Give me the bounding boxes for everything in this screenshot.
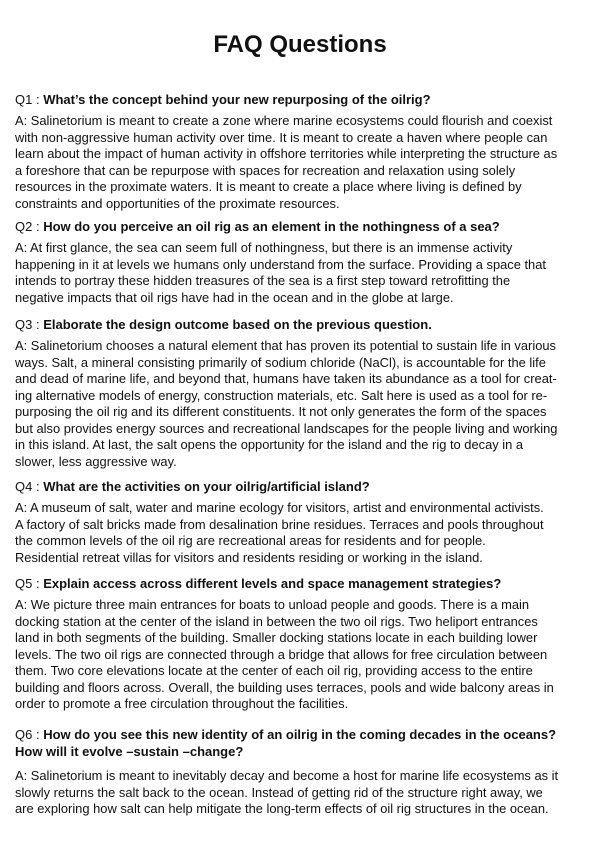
answer-5 (15, 597, 587, 713)
answer-line: A: Salinetorium is meant to create a zone where marine ecosystems could flourish and coexist (15, 113, 553, 128)
answer-3 (15, 338, 587, 470)
answer-line: them. Two core elevations locate at the center of each oil rig, providing access to the entire (15, 663, 533, 678)
answer-line: learn about the impact of human activity in offshore territories while interpreting the structure as (15, 146, 558, 161)
answer-line: levels. The two oil rigs are connected through a bridge that allows for free circulation between (15, 646, 548, 662)
question-text: What are the activities on your oilrig/artificial island? (43, 479, 370, 494)
question-text-continued: How will it evolve –sustain –change? (15, 744, 244, 759)
question-number: Q3 : (15, 317, 44, 332)
answer-4 (15, 500, 587, 566)
question-text: How do you perceive an oil rig as an element in the nothingness of a sea? (43, 219, 500, 234)
answer-line: order to promote a free circulation throughout the facilities. (15, 696, 349, 711)
answer-line: building and floors across. Overall, the building uses terraces, pools and wide balcony areas in (15, 679, 554, 695)
question-4 (15, 478, 587, 495)
question-text: What’s the concept behind your new repurposing of the oilrig? (43, 92, 431, 107)
answer-line: constraints and opportunities of the proximate resources. (15, 195, 340, 211)
answer-line: resources in the proximate waters. It is meant to create a place where living is defined by (15, 179, 522, 194)
answer-1 (15, 113, 587, 212)
answer-line: intends to portray these hidden treasures of the sea is a first step toward retrofitting the (15, 273, 511, 288)
question-text: Explain access across different levels and space management strategies? (43, 576, 502, 591)
answer-line: a foreshore that can be repurpose with spaces for recreation and relaxation using solely (15, 162, 516, 178)
question-6 (15, 726, 587, 760)
question-number: Q4 : (15, 479, 44, 494)
answer-line: purposing the oil rig and its different constituents. It not only generates the form of the spaces (15, 404, 547, 419)
question-5 (15, 575, 587, 592)
answer-line: A: Salinetorium chooses a natural element that has proven its potential to sustain life in various (15, 338, 556, 353)
answer-line: A: Salinetorium is meant to inevitably decay and become a host for marine life ecosystems as it (15, 768, 559, 783)
answer-line: the common levels of the oil rig are recreational areas for residents and for people. (15, 533, 486, 548)
answer-line: slowly returns the salt back to the ocean. Instead of getting rid of the structure right away, we (15, 784, 543, 800)
answer-line: and dead of marine life, and beyond that, humans have taken its abundance as a tool for creat- (15, 371, 557, 386)
answer-2 (15, 240, 587, 306)
answer-line: slower, less aggressive way. (15, 453, 177, 469)
answer-line: but also provides energy sources and recreational landscapes for the people living and working (15, 420, 558, 436)
answer-line: docking station at the center of the island in between the two oil rigs. Two heliport entrances (15, 613, 538, 629)
answer-line: in this island. At last, the salt opens the opportunity for the island and the rig to decay in a (15, 437, 524, 452)
answer-line: ways. Salt, a mineral consisting primarily of sodium chloride (NaCl), is accountable for the life (15, 354, 546, 370)
question-number: Q6 : (15, 727, 44, 742)
question-1 (15, 91, 587, 108)
answer-line: negative impacts that oil rigs have had in the ocean and in the globe at large. (15, 289, 454, 305)
answer-line: are exploring how salt can help mitigate the long-term effects of oil rig structures in the ocean. (15, 801, 549, 816)
question-3 (15, 316, 587, 333)
answer-line: A: We picture three main entrances for boats to unload people and goods. There is a main (15, 597, 530, 612)
question-text: Elaborate the design outcome based on the previous question. (43, 317, 432, 332)
question-text: How do you see this new identity of an oilrig in the coming decades in the oceans? (43, 727, 557, 742)
answer-line: A factory of salt bricks made from desalination brine residues. Terraces and pools throughout (15, 516, 544, 532)
page-title: FAQ Questions (213, 31, 387, 58)
answer-line: A: At first glance, the sea can seem full of nothingness, but there is an immense activity (15, 240, 513, 255)
question-2 (15, 218, 587, 235)
question-number: Q2 : (15, 219, 44, 234)
answer-line: happening in it at levels we humans only understand from the surface. Providing a space that (15, 256, 546, 272)
question-number: Q1 : (15, 92, 44, 107)
answer-line: ing alternative models of energy, construction materials, etc. Salt here is used as a tool for re- (15, 387, 548, 403)
answer-line: A: A museum of salt, water and marine ecology for visitors, artist and environmental activists. (15, 500, 544, 515)
answer-line: with non-aggressive human activity over time. It is meant to create a haven where people can (15, 129, 548, 145)
answer-line: Residential retreat villas for visitors and residents residing or working in the island. (15, 549, 483, 565)
question-number: Q5 : (15, 576, 44, 591)
answer-line: land in both segments of the building. Smaller docking stations locate in each building lower (15, 630, 538, 645)
answer-6 (15, 768, 587, 818)
